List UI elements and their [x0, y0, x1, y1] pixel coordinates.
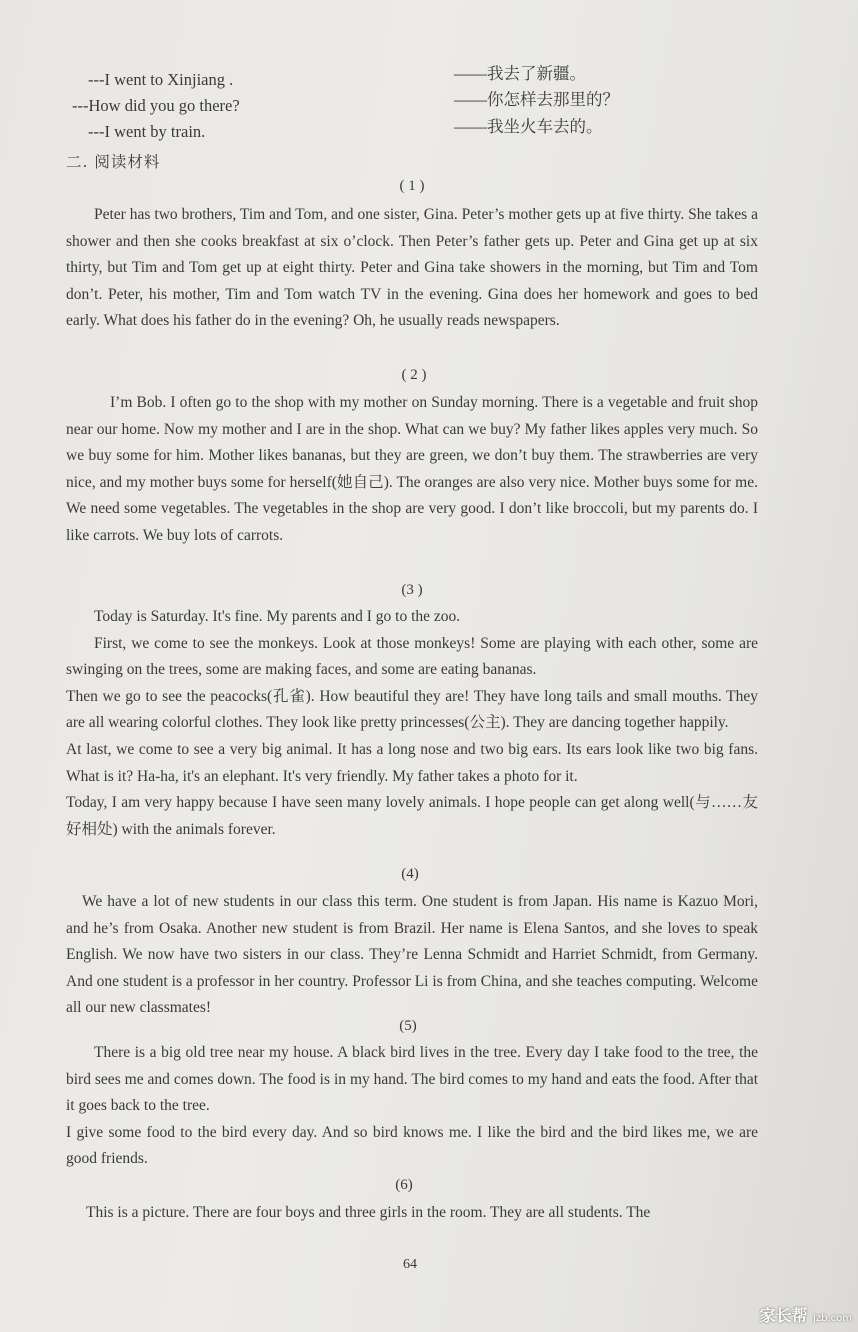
passage-paragraph: Then we go to see the peacocks(孔雀). How beautiful they are! They have long tails and small mouths. They are all wearing colorful clothes. They look like pretty princesses(公主). They are dancing together happily. — [66, 687, 758, 732]
passage-2 — [66, 390, 758, 550]
passage-4 — [66, 889, 758, 1022]
watermark — [759, 1303, 852, 1326]
passage-number: (6) — [395, 1177, 413, 1193]
passage-number: (3 ) — [401, 582, 423, 598]
watermark-sub: jzb.com — [813, 1313, 852, 1324]
dialogue-line-en: ---I went by train. — [88, 122, 206, 141]
passage-paragraph: We have a lot of new students in our class this term. One student is from Japan. His name is Kazuo Mori, and he’s from Osaka. Another new student is from Brazil. Her name is Elena Santos, and she loves to speak English. We now have two sisters in our class. They’re Lenna Schmidt and Harriet Schmidt, from Germany. And one student is a professor in her country. Professor Li is from China, and she teaches computing. Welcome all our new classmates! — [66, 893, 758, 1017]
passage-paragraph: This is a picture. There are four boys and three girls in the room. They are all students. The — [86, 1204, 651, 1221]
dialogue-line-cn: ——你怎样去那里的？ — [454, 90, 619, 109]
passage-paragraph: Today is Saturday. It's fine. My parents and I go to the zoo. — [94, 608, 461, 625]
passage-paragraph: Today, I am very happy because I have seen many lovely animals. I hope people can get along well(与……友好相处) with the animals forever. — [66, 794, 758, 838]
passage-number: (5) — [399, 1018, 417, 1034]
passage-6 — [66, 1200, 758, 1227]
passage-number: (4) — [401, 866, 419, 882]
passage-1 — [66, 202, 758, 335]
dialogue-line-en: ---I went to Xinjiang . — [88, 70, 234, 89]
page-number: 64 — [403, 1257, 417, 1272]
passage-paragraph: There is a big old tree near my house. A black bird lives in the tree. Every day I take food to the tree, the bird sees me and comes down. The food is in my hand. The bird comes to my hand and eats the food. After that it goes back to the tree. — [66, 1044, 758, 1115]
dialogue-line-en: ---How did you go there? — [72, 96, 240, 115]
passage-paragraph: Peter has two brothers, Tim and Tom, and one sister, Gina. Peter’s mother gets up at five thirty. She takes a shower and then she cooks breakfast at six o’clock. Then Peter’s father gets up. Peter and Gina get up at six thirty, but Tim and Tom get up at eight thirty. Peter and Gina take showers in the morning, but Tim and Tom don’t. Peter, his mother, Tim and Tom watch TV in the evening. Gina does her homework and goes to bed early. What does his father do in the evening? Oh, he usually reads newspapers. — [66, 206, 758, 330]
watermark-main: 家长帮 — [759, 1306, 808, 1325]
passage-3 — [66, 604, 758, 843]
dialogue-line-cn: ——我坐火车去的。 — [454, 117, 603, 136]
passage-paragraph: I give some food to the bird every day. And so bird knows me. I like the bird and the bird likes me, we are good friends. — [66, 1123, 758, 1168]
passage-paragraph: First, we come to see the monkeys. Look at those monkeys! Some are playing with each other, some are swinging on the trees, some are making faces, and some are eating bananas. — [66, 634, 758, 679]
section-title: 二. 阅读材料 — [66, 153, 161, 171]
passage-paragraph: I’m Bob. I often go to the shop with my mother on Sunday morning. There is a vegetable and fruit shop near our home. Now my mother and I are in the shop. What can we buy? My father likes apples very much. So we buy some for him. Mother likes bananas, but they are green, we don’t buy them. The strawberries are very nice, and my mother buys some for herself(她自己). The oranges are also very nice. Mother buys some for me. We need some vegetables. The vegetables in the shop are very good. I don’t like broccoli, but my parents do. I like carrots. We buy lots of carrots. — [66, 394, 758, 544]
dialogue-line-cn: ——我去了新疆。 — [454, 64, 586, 83]
passage-number: ( 1 ) — [399, 178, 425, 194]
passage-number: ( 2 ) — [401, 367, 427, 383]
passage-paragraph: At last, we come to see a very big animal. It has a long nose and two big ears. Its ears look like two big fans. What is it? Ha-ha, it's an elephant. It's very friendly. My father takes a photo for it. — [66, 740, 758, 785]
passage-5 — [66, 1040, 758, 1173]
